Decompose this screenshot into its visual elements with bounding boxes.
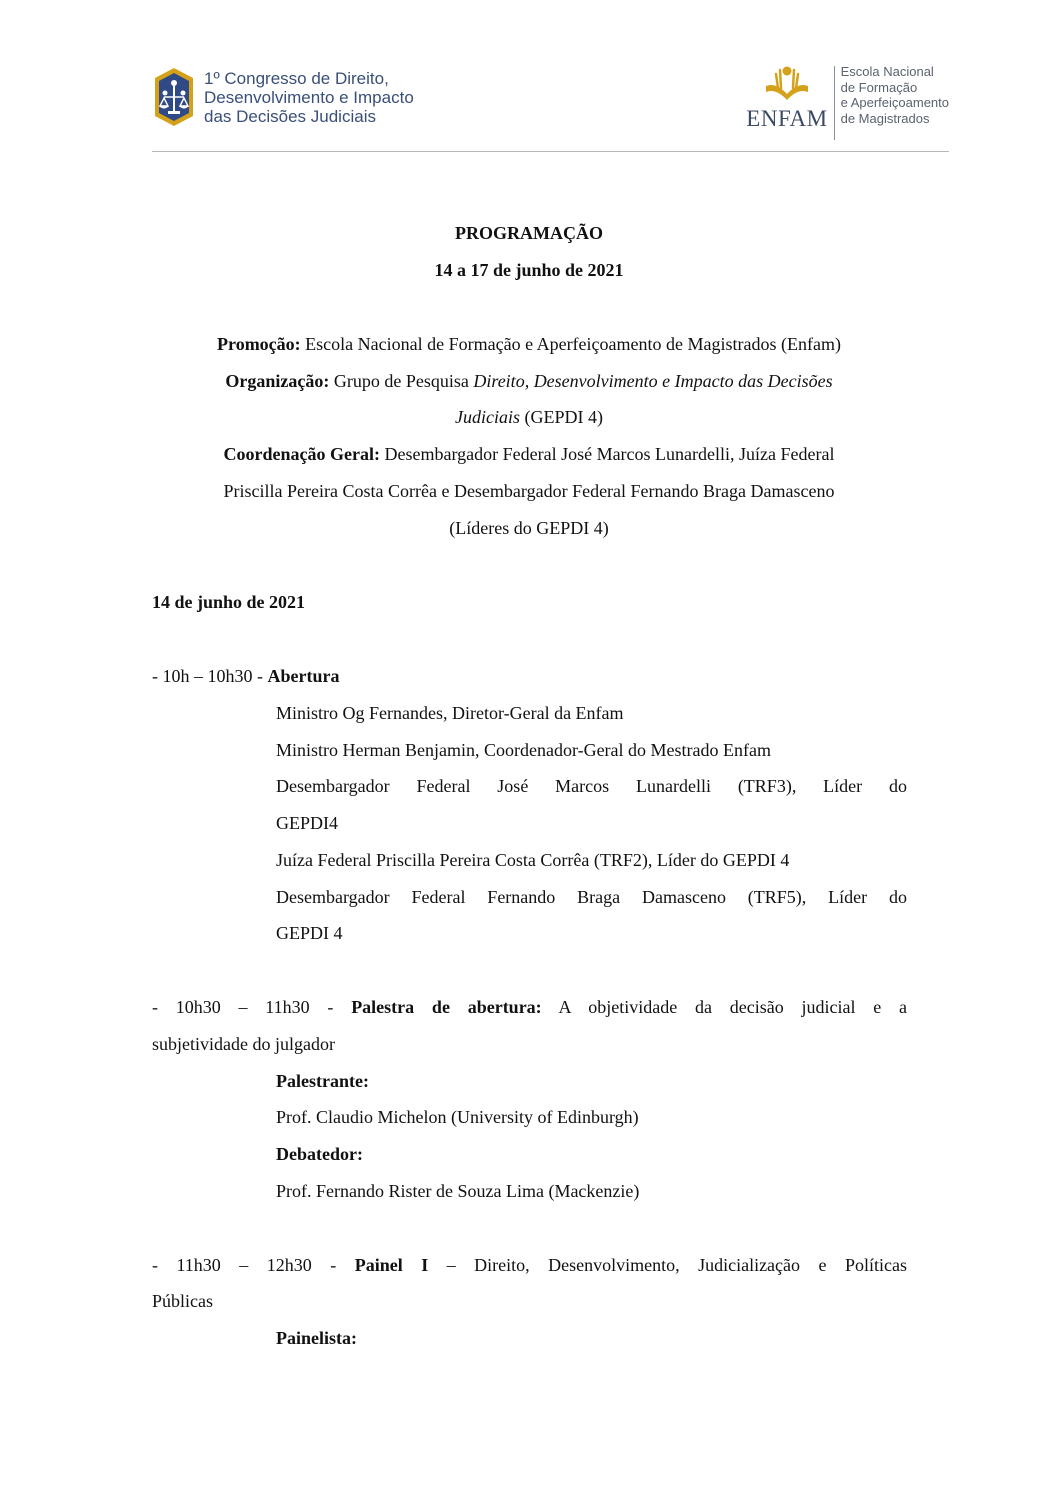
speaker-name: Prof. Claudio Michelon (University of Edinburgh) [276, 1107, 639, 1127]
speaker-label: Palestrante: [276, 1071, 369, 1091]
enfam-name-line: e Aperfeiçoamento [840, 95, 949, 110]
session-palestra-line-2: subjetividade do julgador [152, 1034, 335, 1054]
session-palestra: - 10h30 – 11h30 - Palestra de abertura: A objetividade da decisão judicial e a [152, 997, 907, 1017]
enfam-acronym: ENFAM [746, 106, 828, 131]
enfam-name-line: de Magistrados [840, 110, 930, 126]
event-dates: 14 a 17 de junho de 2021 [434, 260, 624, 280]
congress-logo-block [152, 66, 414, 128]
coordenacao-label: Coordenação Geral: [223, 444, 380, 464]
enfam-full-name [841, 64, 949, 126]
session-painel-1: - 11h30 – 12h30 - Painel I – Direito, Desenvolvimento, Judicialização e Políticas [152, 1255, 907, 1275]
congress-title [204, 69, 414, 126]
open-book-icon [762, 64, 812, 104]
session-abertura [152, 665, 339, 687]
participant-line: Juíza Federal Priscilla Pereira Costa Corrêa (TRF2), Líder do GEPDI 4 [276, 850, 790, 870]
debater-name: Prof. Fernando Rister de Souza Lima (Mackenzie) [276, 1181, 640, 1201]
coordenacao-line-2: Priscilla Pereira Costa Corrêa e Desembargador Federal Fernando Braga Damasceno [223, 481, 835, 501]
participant-line: GEPDI4 [276, 813, 338, 833]
session-time: - 10h30 – 11h30 - [152, 997, 352, 1017]
promocao-label: Promoção: [217, 334, 301, 354]
participant-line: Ministro Og Fernandes, Diretor-Geral da Enfam [276, 703, 624, 723]
participant-line: Ministro Herman Benjamin, Coordenador-Geral do Mestrado Enfam [276, 740, 772, 760]
session-time: - 11h30 – 12h30 - [152, 1255, 355, 1275]
scales-of-justice-icon [152, 66, 196, 128]
enfam-name-line: Escola Nacional [840, 64, 934, 79]
participant-line: GEPDI 4 [276, 923, 343, 943]
session-time: - 10h – 10h30 - [152, 666, 268, 686]
debater-label: Debatedor: [276, 1144, 363, 1164]
coordenacao-line-3: (Líderes do GEPDI 4) [449, 518, 609, 538]
session-title: Abertura [267, 666, 340, 686]
organizacao-line-2: Judiciais (GEPDI 4) [455, 407, 603, 427]
enfam-name-line: de Formação [840, 79, 918, 95]
page-title: PROGRAMAÇÃO [455, 223, 603, 243]
promocao-text: Escola Nacional de Formação e Aperfeiçoamento de Magistrados (Enfam) [300, 334, 841, 354]
session-title: Palestra de abertura: [351, 997, 542, 1017]
header-divider [152, 151, 949, 152]
panelist-label: Painelista: [276, 1328, 357, 1348]
congress-title-line: Desenvolvimento e Impacto [204, 87, 414, 107]
congress-title-line: das Decisões Judiciais [204, 106, 376, 126]
organizacao-line: Organização: Grupo de Pesquisa Direito, Desenvolvimento e Impacto das Decisões [225, 371, 833, 391]
coordenacao-line: Coordenação Geral: Desembargador Federal José Marcos Lunardelli, Juíza Federal [223, 444, 835, 464]
logo-divider [834, 66, 835, 140]
promocao-line [0, 333, 1058, 355]
enfam-logo-block [746, 64, 949, 140]
participant-line: Desembargador Federal Fernando Braga Damasceno (TRF5), Líder do [276, 887, 907, 907]
day-heading: 14 de junho de 2021 [152, 592, 306, 612]
congress-title-line: 1º Congresso de Direito, [204, 68, 389, 88]
page-header [152, 60, 949, 152]
session-painel-1-line-2: Públicas [152, 1291, 213, 1311]
organizacao-label: Organização: [225, 371, 330, 391]
session-title: Painel I [354, 1255, 429, 1275]
participant-line: Desembargador Federal José Marcos Lunardelli (TRF3), Líder do [276, 776, 907, 796]
